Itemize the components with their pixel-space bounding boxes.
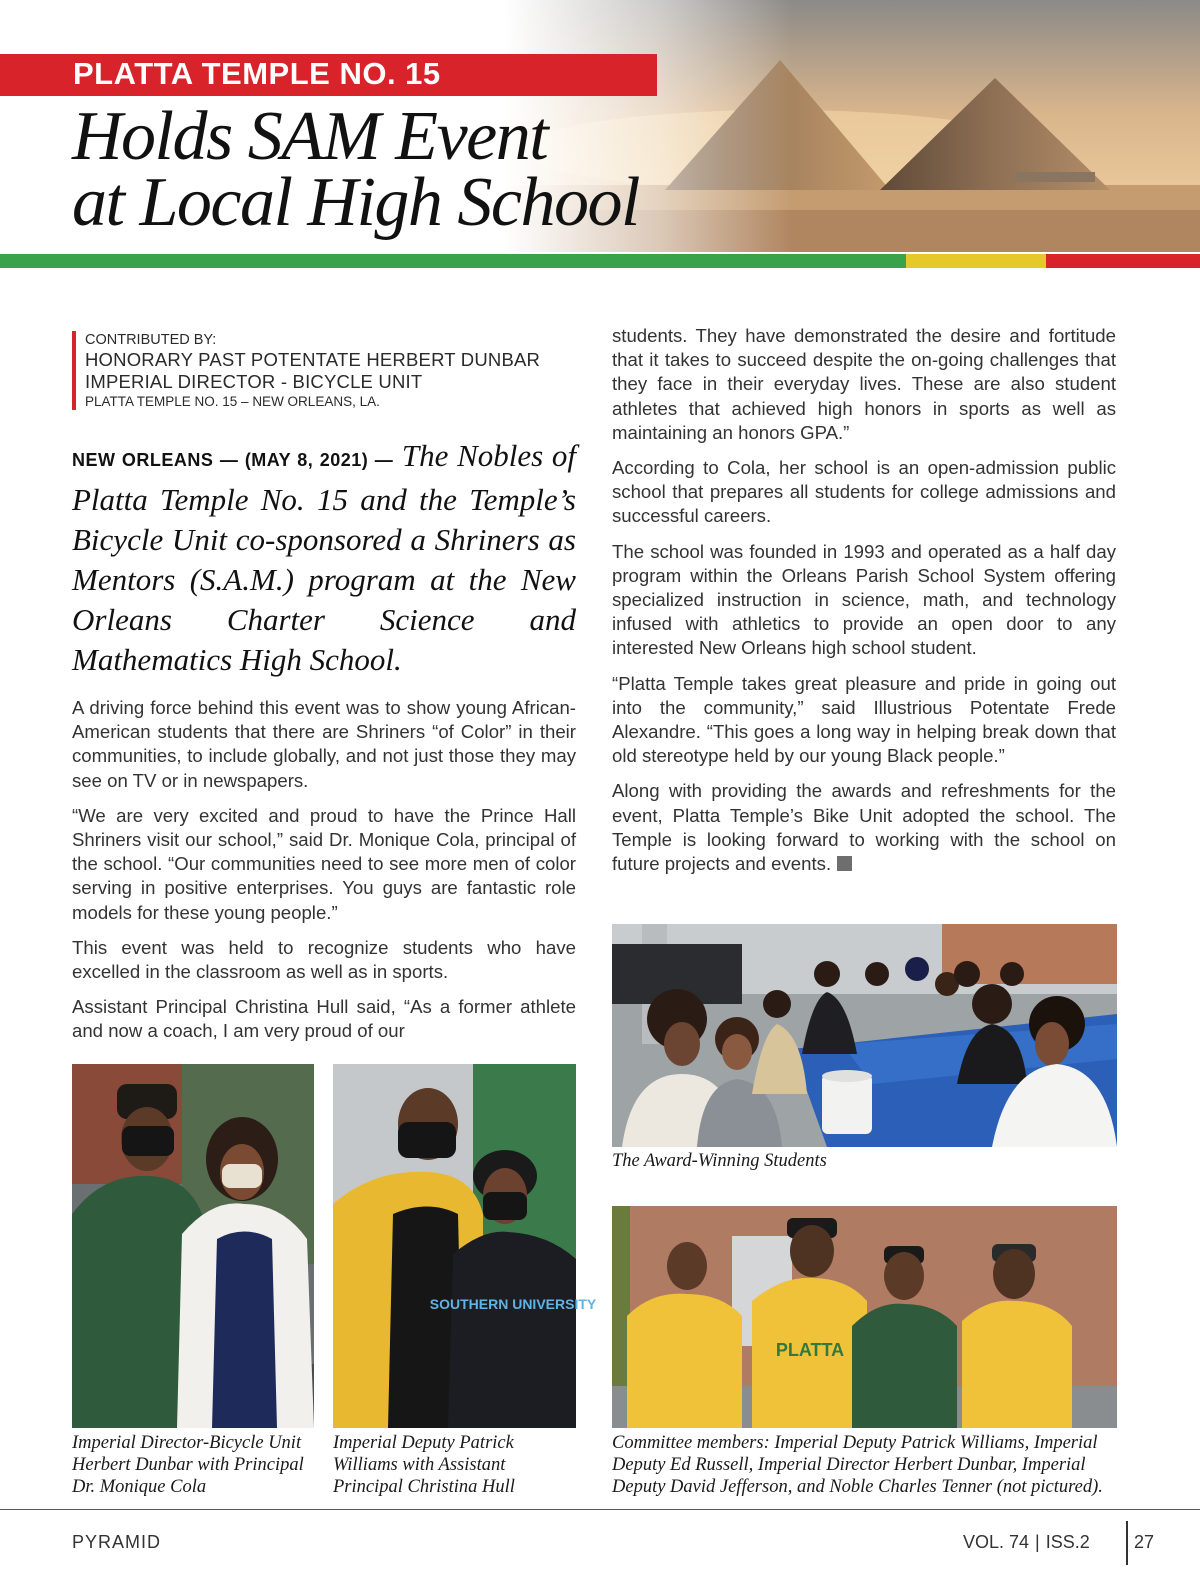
footer-rule (0, 1509, 1200, 1510)
lede-paragraph (72, 436, 576, 680)
body-paragraph: The school was founded in 1993 and operated as a half day program within the Orleans Parish School System offering specialized instruction in science, math, and technology infused with athletics to provide an open door to any interested New Orleans high school student. (612, 540, 1116, 659)
byline-location: PLATTA TEMPLE NO. 15 – NEW ORLEANS, LA. (85, 394, 380, 409)
shirt-text: PLATTA (775, 1340, 845, 1360)
body-paragraph-final (612, 779, 1116, 876)
byline (72, 331, 540, 410)
hoodie-text: SOUTHERN UNIVERSITY (429, 1296, 597, 1312)
footer-issue-number: ISS.2 (1045, 1532, 1090, 1552)
final-paragraph-text: Along with providing the awards and refreshments for the event, Platta Temple’s Bike Unit adopted the school. The Temple is looking forward to working with the school on future projects and events. (612, 780, 1116, 875)
byline-title: IMPERIAL DIRECTOR - BICYCLE UNIT (85, 371, 423, 392)
green-stripe (0, 254, 906, 268)
body-paragraph: A driving force behind this event was to show young African-American students that there are Shriners “of Color” in their communities, to include globally, and not just those they may see on TV or in newspapers. (72, 697, 576, 791)
photo-williams-hull (333, 1064, 597, 1428)
caption-students: The Award-Winning Students (612, 1151, 827, 1171)
photo-committee (612, 1206, 1117, 1428)
body-paragraph: According to Cola, her school is an open-admission public school that prepares all students for college admissions and successful careers. (612, 457, 1116, 527)
photo-dunbar-cola (72, 1064, 314, 1428)
caption-committee: Committee members: Imperial Deputy Patrick Williams, Imperial Deputy Ed Russell, Imperial Director Herbert Dunbar, Imperial Deputy David Jefferson, and Noble Charles Tenner (not pictured). (612, 1433, 1103, 1497)
caption-williams-hull: Imperial Deputy Patrick Williams with Assistant Principal Christina Hull (333, 1433, 515, 1497)
red-stripe (1046, 254, 1200, 268)
left-column (72, 696, 576, 1055)
body-paragraph: This event was held to recognize students who have excelled in the classroom as well as in sports. (72, 936, 576, 983)
byline-name: HONORARY PAST POTENTATE HERBERT DUNBAR (85, 349, 541, 370)
caption-dunbar-cola: Imperial Director-Bicycle Unit Herbert Dunbar with Principal Dr. Monique Cola (72, 1433, 304, 1497)
footer-volume: VOL. 74 (963, 1532, 1030, 1552)
end-mark-icon (837, 856, 852, 871)
footer-issue (963, 1532, 1090, 1553)
headline (72, 98, 639, 241)
footer-separator: | (1035, 1532, 1040, 1552)
footer-magazine: PYRAMID (72, 1532, 162, 1552)
page-divider (1126, 1521, 1128, 1565)
byline-label: CONTRIBUTED BY: (85, 332, 217, 348)
yellow-stripe (906, 254, 1046, 268)
kicker-title: PLATTA TEMPLE NO. 15 (73, 56, 441, 91)
page-number: 27 (1134, 1532, 1155, 1552)
body-paragraph: “We are very excited and proud to have the Prince Hall Shriners visit our school,” said Dr. Monique Cola, principal of the school. “Our communities need to see more men of color serving in positive enterprises. You guys are fantastic role models for these young people.” (72, 804, 576, 923)
body-paragraph: “Platta Temple takes great pleasure and pride in going out into the community,” said Illustrious Potentate Frede Alexandre. “This goes a long way in helping break down that old stereotype held by our young Black people.” (612, 672, 1116, 767)
right-column (612, 324, 1116, 887)
headline-line-2: at Local High School (72, 164, 639, 241)
headline-line-1: Holds SAM Event (72, 98, 548, 175)
lede-text: The Nobles of Platta Temple No. 15 and the Temple’s Bicycle Unit co-sponsored a Shriners as Mentors (S.A.M.) program at the New Orleans Charter Science and Mathematics High School. (72, 438, 576, 677)
photo-students (612, 924, 1117, 1147)
body-paragraph: students. They have demonstrated the desire and fortitude that it takes to succeed despite the on-going challenges that they face in their everyday lives. These are also student athletes that achieved high honors in sports as well as maintaining an honors GPA.” (612, 325, 1116, 443)
dateline: NEW ORLEANS — (MAY 8, 2021) — (72, 450, 394, 470)
body-paragraph: Assistant Principal Christina Hull said, “As a former athlete and now a coach, I am very proud of our (72, 996, 576, 1042)
